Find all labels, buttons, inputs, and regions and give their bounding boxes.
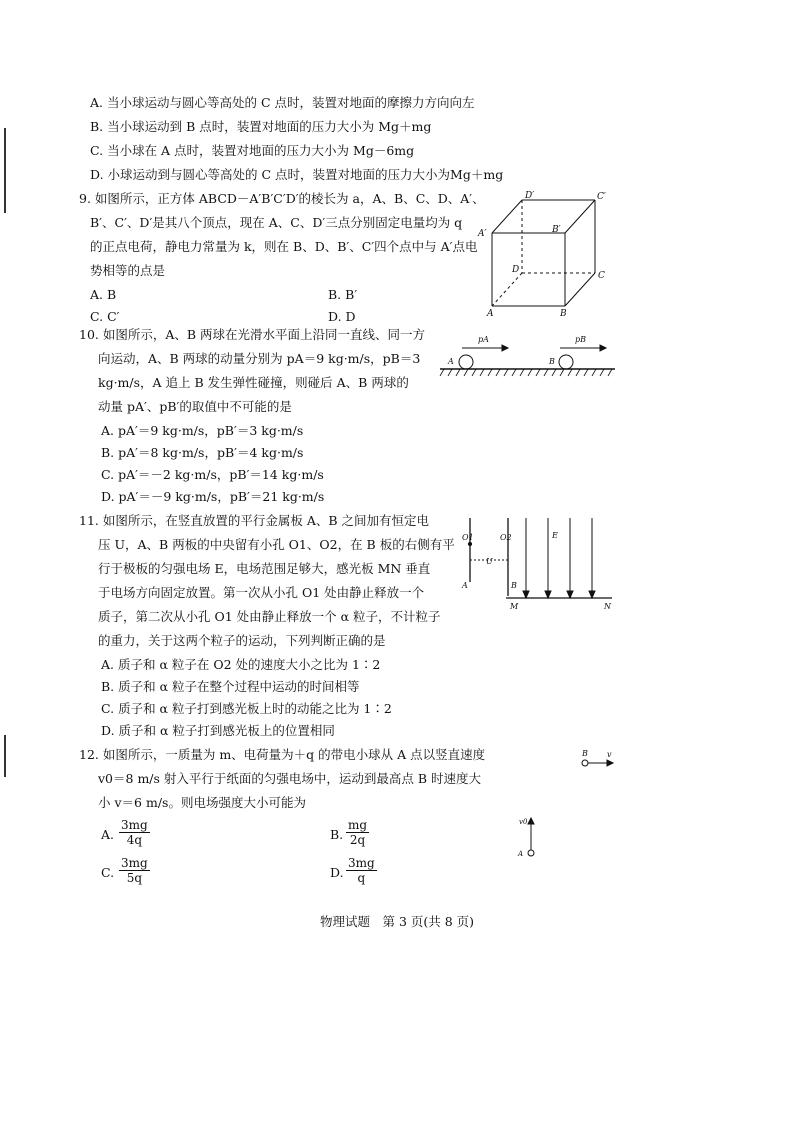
fraction-denominator: q bbox=[357, 871, 366, 885]
velocity-label-v0: v0 bbox=[519, 818, 528, 826]
fraction-numerator: mg bbox=[348, 818, 368, 832]
q8-option-d: D. 小球运动到与圆心等高处的 C 点时，装置对地面的压力大小为Mg＋mg bbox=[90, 167, 504, 182]
momentum-label-a: pA bbox=[478, 335, 489, 344]
q9-stem-line: B′、C′、D′是其八个顶点，现在 A、C、D′三点分别固定电量均为 q bbox=[90, 215, 463, 230]
q11-stem-line: 11. 如图所示，在竖直放置的平行金属板 A、B 之间加有恒定电 bbox=[79, 513, 430, 528]
collision-figure bbox=[440, 326, 615, 381]
velocity-figure-a bbox=[510, 812, 550, 860]
q9-option-c: C. C′ bbox=[90, 309, 120, 324]
fraction-numerator: 3mg bbox=[121, 818, 148, 832]
q10-option-b: B. pA′＝8 kg·m/s，pB′＝4 kg·m/s bbox=[101, 445, 304, 460]
ball-label-b: B bbox=[549, 357, 555, 366]
field-label-a: A bbox=[462, 581, 468, 590]
cube-label-b: B bbox=[560, 309, 567, 319]
q9-option-b: B. B′ bbox=[328, 287, 358, 302]
q12-option-a-fraction bbox=[119, 818, 150, 847]
q8-option-c: C. 当小球在 A 点时，装置对地面的压力大小为 Mg－6mg bbox=[90, 143, 415, 158]
q10-stem-line: 10. 如图所示，A、B 两球在光滑水平面上沿同一直线、同一方 bbox=[79, 327, 426, 342]
q12-option-d-letter: D. bbox=[330, 865, 344, 880]
q11-option-a: A. 质子和 α 粒子在 O2 处的速度大小之比为 1∶2 bbox=[101, 657, 381, 672]
q12-option-c-fraction bbox=[119, 856, 150, 885]
q12-option-d-fraction bbox=[346, 856, 377, 885]
q11-stem-line: 于电场方向固定放置。第一次从小孔 O1 处由静止释放一个 bbox=[98, 585, 425, 600]
ball-label-a: A bbox=[448, 357, 454, 366]
q10-option-a: A. pA′＝9 kg·m/s，pB′＝3 kg·m/s bbox=[101, 423, 304, 438]
q9-stem-line: 9. 如图所示，正方体 ABCD－A′B′C′D′的棱长为 a，A、B、C、D、A′、 bbox=[79, 191, 485, 206]
q12-option-c-letter: C. bbox=[101, 865, 115, 880]
field-figure bbox=[460, 512, 620, 614]
fraction-denominator: 5q bbox=[126, 871, 143, 885]
q9-stem-line: 的正点电荷，静电力常量为 k，则在 B、D、B′、C′四个点中与 A′点电 bbox=[90, 239, 478, 254]
velocity-label-a: A bbox=[518, 850, 524, 858]
q12-option-b-letter: B. bbox=[330, 827, 344, 842]
q9-option-a: A. B bbox=[90, 287, 117, 302]
q11-stem-line: 质子，第二次从小孔 O1 处由静止释放一个 α 粒子，不计粒子 bbox=[98, 609, 441, 624]
field-label-u: U bbox=[486, 557, 493, 566]
cube-label-d: D bbox=[512, 265, 520, 275]
fraction-denominator: 4q bbox=[126, 833, 143, 847]
scan-edge-mark bbox=[4, 735, 6, 777]
cube-label-b-prime: B′ bbox=[552, 225, 561, 235]
q11-stem-line: 的重力，关于这两个粒子的运动，下列判断正确的是 bbox=[98, 633, 386, 648]
fraction-numerator: 3mg bbox=[348, 856, 375, 870]
cube-label-d-prime: D′ bbox=[525, 191, 535, 201]
q10-stem-line: 向运动，A、B 两球的动量分别为 pA＝9 kg·m/s，pB＝3 bbox=[98, 351, 421, 366]
fraction-numerator: 3mg bbox=[121, 856, 148, 870]
cube-label-c: C bbox=[598, 271, 605, 281]
field-label-o1: O1 bbox=[462, 533, 474, 542]
page-footer: 物理试题 第 3 页(共 8 页) bbox=[319, 914, 475, 929]
q12-stem-line: 小 v＝6 m/s。则电场强度大小可能为 bbox=[98, 795, 306, 810]
q12-stem-line: v0＝8 m/s 射入平行于纸面的匀强电场中，运动到最高点 B 时速度大 bbox=[98, 771, 482, 786]
cube-label-a: A bbox=[487, 309, 494, 319]
q9-stem-line: 势相等的点是 bbox=[90, 263, 166, 278]
q12-stem-line: 12. 如图所示，一质量为 m、电荷量为＋q 的带电小球从 A 点以竖直速度 bbox=[79, 747, 486, 762]
cube-figure bbox=[470, 188, 620, 323]
field-label-m: M bbox=[510, 602, 519, 611]
velocity-figure-b bbox=[575, 746, 620, 774]
q8-option-a: A. 当小球运动与圆心等高处的 C 点时，装置对地面的摩擦力方向向左 bbox=[90, 95, 475, 110]
fraction-denominator: 2q bbox=[349, 833, 366, 847]
q11-option-d: D. 质子和 α 粒子打到感光板上的位置相同 bbox=[101, 723, 335, 738]
cube-label-a-prime: A′ bbox=[478, 229, 487, 239]
q11-option-c: C. 质子和 α 粒子打到感光板上时的动能之比为 1∶2 bbox=[101, 701, 392, 716]
velocity-label-b: B bbox=[582, 749, 588, 758]
field-label-e: E bbox=[552, 531, 558, 540]
field-label-o2: O2 bbox=[500, 533, 512, 542]
cube-label-c-prime: C′ bbox=[597, 192, 606, 202]
q12-option-a-letter: A. bbox=[101, 827, 115, 842]
velocity-label-v: v bbox=[607, 750, 612, 759]
q10-option-c: C. pA′＝－2 kg·m/s，pB′＝14 kg·m/s bbox=[101, 467, 324, 482]
q10-stem-line: 动量 pA′、pB′的取值中不可能的是 bbox=[98, 399, 292, 414]
q11-option-b: B. 质子和 α 粒子在整个过程中运动的时间相等 bbox=[101, 679, 360, 694]
q8-option-b: B. 当小球运动到 B 点时，装置对地面的压力大小为 Mg＋mg bbox=[90, 119, 432, 134]
field-label-b: B bbox=[511, 581, 517, 590]
q12-option-b-fraction bbox=[346, 818, 369, 847]
q10-stem-line: kg·m/s，A 追上 B 发生弹性碰撞，则碰后 A、B 两球的 bbox=[98, 375, 409, 390]
q9-option-d: D. D bbox=[328, 309, 356, 324]
q11-stem-line: 行于极板的匀强电场 E，电场范围足够大，感光板 MN 垂直 bbox=[98, 561, 431, 576]
q10-option-d: D. pA′＝－9 kg·m/s，pB′＝21 kg·m/s bbox=[101, 489, 325, 504]
q11-stem-line: 压 U，A、B 两板的中央留有小孔 O1、O2，在 B 板的右侧有平 bbox=[98, 537, 455, 552]
field-label-n: N bbox=[604, 602, 611, 611]
momentum-label-b: pB bbox=[575, 335, 586, 344]
scan-edge-mark bbox=[4, 128, 6, 213]
